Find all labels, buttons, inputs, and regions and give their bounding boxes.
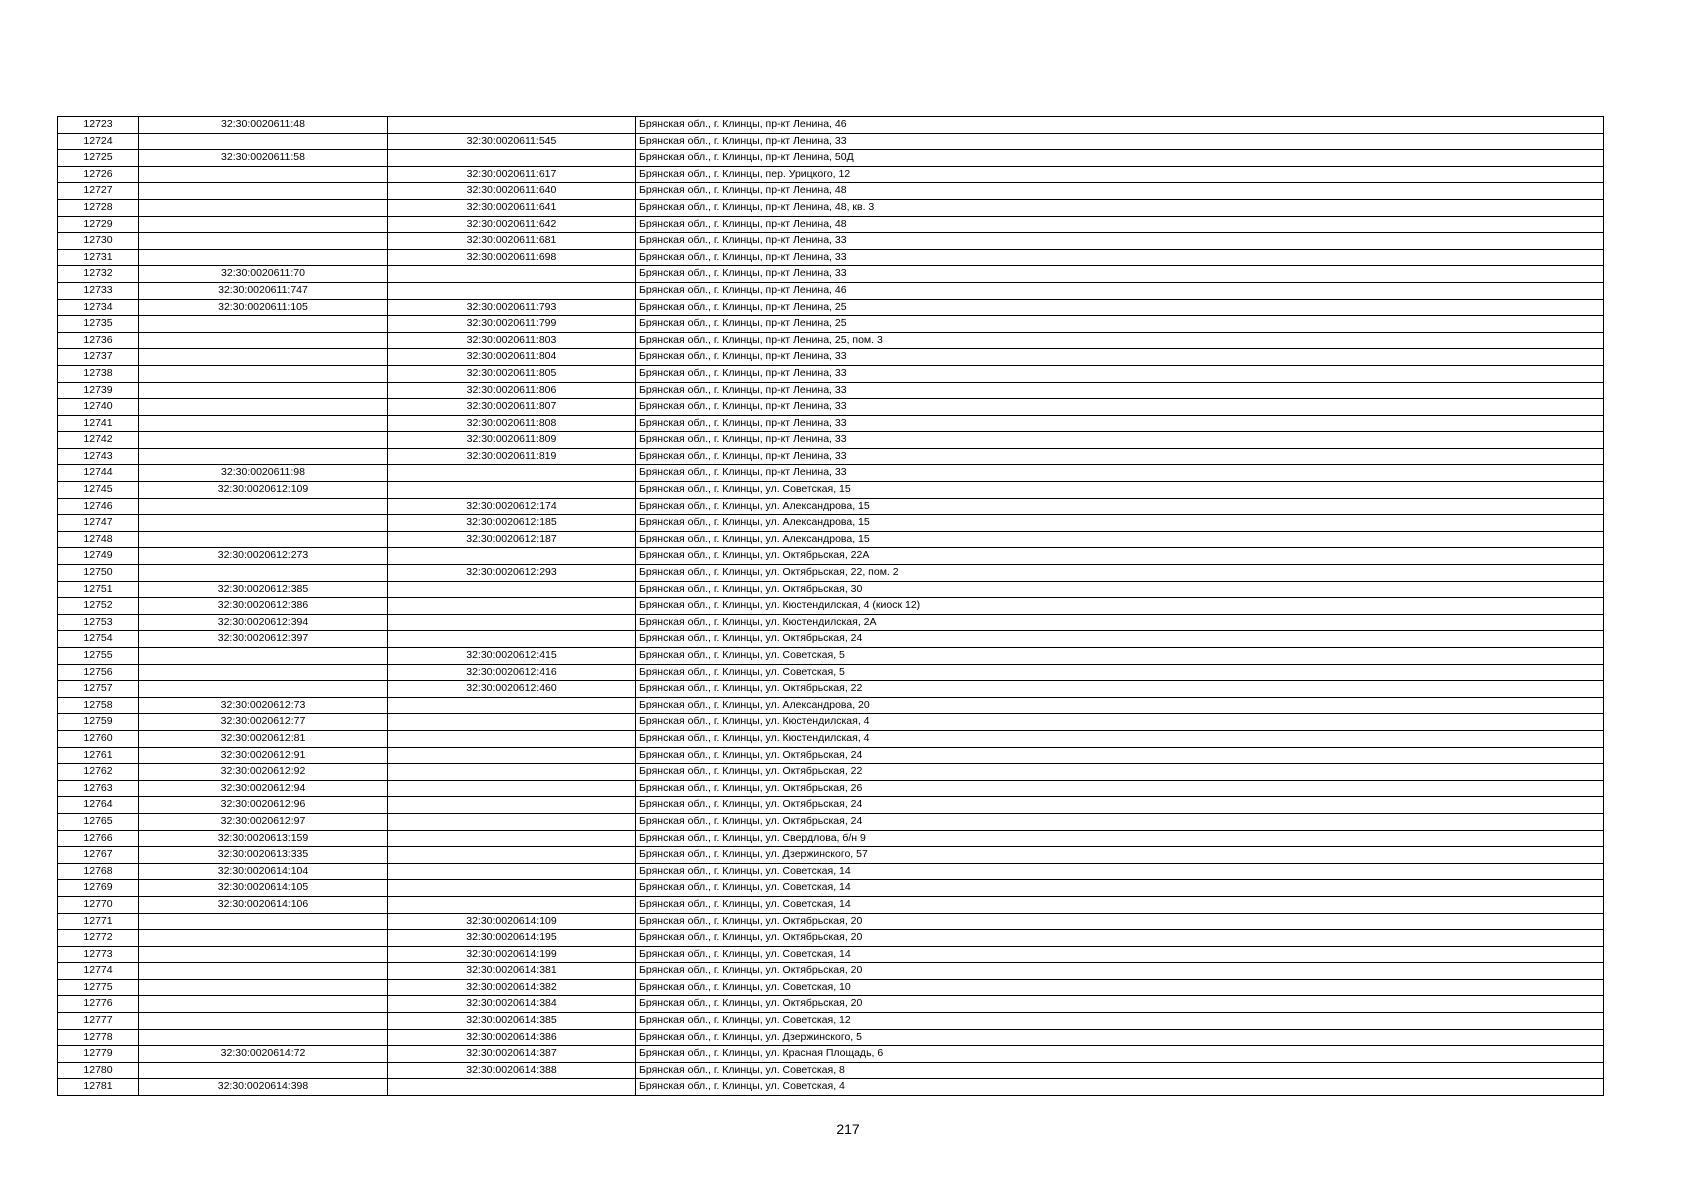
- object-number-cell: [388, 598, 636, 615]
- object-number-cell: 32:30:0020614:195: [388, 930, 636, 947]
- object-number-cell: 32:30:0020611:807: [388, 399, 636, 416]
- table-row: [58, 166, 1604, 183]
- object-number-cell: [388, 780, 636, 797]
- address-cell: Брянская обл., г. Клинцы, пр-кт Ленина, 50Д: [636, 150, 1604, 167]
- address-cell: Брянская обл., г. Клинцы, ул. Октябрьская, 24: [636, 797, 1604, 814]
- address-cell: Брянская обл., г. Клинцы, ул. Александрова, 15: [636, 498, 1604, 515]
- address-cell: Брянская обл., г. Клинцы, ул. Александрова, 20: [636, 697, 1604, 714]
- table-row: [58, 133, 1604, 150]
- table-row: [58, 797, 1604, 814]
- cadastral-number-cell: 32:30:0020611:70: [139, 266, 388, 283]
- cadastral-number-cell: 32:30:0020611:48: [139, 117, 388, 134]
- object-number-cell: [388, 764, 636, 781]
- table-row: [58, 614, 1604, 631]
- cadastral-number-cell: [139, 183, 388, 200]
- object-number-cell: 32:30:0020611:681: [388, 233, 636, 250]
- address-cell: Брянская обл., г. Клинцы, пр-кт Ленина, 46: [636, 282, 1604, 299]
- address-cell: Брянская обл., г. Клинцы, пр-кт Ленина, 33: [636, 233, 1604, 250]
- cadastral-number-cell: 32:30:0020612:92: [139, 764, 388, 781]
- row-number-cell: 12742: [58, 432, 139, 449]
- address-cell: Брянская обл., г. Клинцы, пер. Урицкого, 12: [636, 166, 1604, 183]
- row-number-cell: 12738: [58, 365, 139, 382]
- table-row: [58, 747, 1604, 764]
- address-cell: Брянская обл., г. Клинцы, ул. Советская, 10: [636, 979, 1604, 996]
- table-row: [58, 1029, 1604, 1046]
- table-row: [58, 1079, 1604, 1096]
- object-number-cell: [388, 863, 636, 880]
- object-number-cell: 32:30:0020612:293: [388, 565, 636, 582]
- address-cell: Брянская обл., г. Клинцы, пр-кт Ленина, 48, кв. 3: [636, 199, 1604, 216]
- address-cell: Брянская обл., г. Клинцы, ул. Кюстендилская, 4: [636, 730, 1604, 747]
- cadastral-number-cell: 32:30:0020612:81: [139, 730, 388, 747]
- table-row: [58, 631, 1604, 648]
- address-cell: Брянская обл., г. Клинцы, пр-кт Ленина, 25: [636, 299, 1604, 316]
- address-cell: Брянская обл., г. Клинцы, ул. Советская, 15: [636, 482, 1604, 499]
- address-cell: Брянская обл., г. Клинцы, ул. Октябрьская, 24: [636, 813, 1604, 830]
- cadastral-number-cell: 32:30:0020612:73: [139, 697, 388, 714]
- object-number-cell: 32:30:0020611:640: [388, 183, 636, 200]
- table-row: [58, 648, 1604, 665]
- address-cell: Брянская обл., г. Клинцы, ул. Советская, 14: [636, 896, 1604, 913]
- row-number-cell: 12757: [58, 681, 139, 698]
- cadastral-number-cell: [139, 531, 388, 548]
- cadastral-number-cell: 32:30:0020612:385: [139, 581, 388, 598]
- cadastral-number-cell: 32:30:0020612:273: [139, 548, 388, 565]
- address-cell: Брянская обл., г. Клинцы, ул. Александрова, 15: [636, 515, 1604, 532]
- table-row: [58, 847, 1604, 864]
- row-number-cell: 12754: [58, 631, 139, 648]
- cadastral-number-cell: [139, 565, 388, 582]
- table-row: [58, 233, 1604, 250]
- cadastral-number-cell: [139, 382, 388, 399]
- object-number-cell: [388, 117, 636, 134]
- row-number-cell: 12751: [58, 581, 139, 598]
- address-cell: Брянская обл., г. Клинцы, ул. Октябрьская, 22А: [636, 548, 1604, 565]
- address-cell: Брянская обл., г. Клинцы, пр-кт Ленина, 33: [636, 382, 1604, 399]
- row-number-cell: 12769: [58, 880, 139, 897]
- row-number-cell: 12774: [58, 963, 139, 980]
- row-number-cell: 12773: [58, 946, 139, 963]
- table-row: [58, 482, 1604, 499]
- row-number-cell: 12730: [58, 233, 139, 250]
- object-number-cell: 32:30:0020611:819: [388, 448, 636, 465]
- cadastral-number-cell: [139, 365, 388, 382]
- object-number-cell: 32:30:0020611:806: [388, 382, 636, 399]
- table-row: [58, 697, 1604, 714]
- cadastral-number-cell: [139, 399, 388, 416]
- object-number-cell: 32:30:0020611:793: [388, 299, 636, 316]
- address-cell: Брянская обл., г. Клинцы, ул. Советская, 14: [636, 863, 1604, 880]
- cadastral-number-cell: [139, 996, 388, 1013]
- object-number-cell: [388, 896, 636, 913]
- object-number-cell: 32:30:0020611:805: [388, 365, 636, 382]
- table-body: [58, 117, 1604, 1096]
- table-row: [58, 249, 1604, 266]
- table-row: [58, 764, 1604, 781]
- table-row: [58, 266, 1604, 283]
- cadastral-number-cell: [139, 166, 388, 183]
- cadastral-number-cell: 32:30:0020614:106: [139, 896, 388, 913]
- row-number-cell: 12780: [58, 1062, 139, 1079]
- object-number-cell: 32:30:0020611:545: [388, 133, 636, 150]
- row-number-cell: 12767: [58, 847, 139, 864]
- table-row: [58, 880, 1604, 897]
- address-cell: Брянская обл., г. Клинцы, ул. Кюстендилская, 2А: [636, 614, 1604, 631]
- table-row: [58, 963, 1604, 980]
- row-number-cell: 12732: [58, 266, 139, 283]
- table-row: [58, 448, 1604, 465]
- address-cell: Брянская обл., г. Клинцы, ул. Александрова, 15: [636, 531, 1604, 548]
- table-row: [58, 332, 1604, 349]
- table-row: [58, 199, 1604, 216]
- table-row: [58, 913, 1604, 930]
- object-number-cell: 32:30:0020612:174: [388, 498, 636, 515]
- row-number-cell: 12771: [58, 913, 139, 930]
- object-number-cell: [388, 797, 636, 814]
- row-number-cell: 12725: [58, 150, 139, 167]
- cadastral-number-cell: 32:30:0020614:398: [139, 1079, 388, 1096]
- cadastral-number-cell: 32:30:0020613:335: [139, 847, 388, 864]
- table-row: [58, 399, 1604, 416]
- table-row: [58, 282, 1604, 299]
- table-row: [58, 316, 1604, 333]
- row-number-cell: 12756: [58, 664, 139, 681]
- cadastral-number-cell: [139, 963, 388, 980]
- table-row: [58, 780, 1604, 797]
- cadastral-number-cell: [139, 332, 388, 349]
- row-number-cell: 12744: [58, 465, 139, 482]
- address-cell: Брянская обл., г. Клинцы, пр-кт Ленина, 33: [636, 365, 1604, 382]
- cadastral-number-cell: [139, 1029, 388, 1046]
- address-cell: Брянская обл., г. Клинцы, ул. Октябрьская, 26: [636, 780, 1604, 797]
- cadastral-number-cell: 32:30:0020614:105: [139, 880, 388, 897]
- table-row: [58, 349, 1604, 366]
- object-number-cell: 32:30:0020611:698: [388, 249, 636, 266]
- object-number-cell: 32:30:0020614:388: [388, 1062, 636, 1079]
- object-number-cell: 32:30:0020614:385: [388, 1013, 636, 1030]
- object-number-cell: 32:30:0020612:187: [388, 531, 636, 548]
- address-cell: Брянская обл., г. Клинцы, ул. Октябрьская, 24: [636, 747, 1604, 764]
- address-cell: Брянская обл., г. Клинцы, пр-кт Ленина, 46: [636, 117, 1604, 134]
- object-number-cell: [388, 697, 636, 714]
- address-cell: Брянская обл., г. Клинцы, ул. Красная Площадь, 6: [636, 1046, 1604, 1063]
- table-row: [58, 730, 1604, 747]
- table-row: [58, 365, 1604, 382]
- row-number-cell: 12749: [58, 548, 139, 565]
- row-number-cell: 12734: [58, 299, 139, 316]
- row-number-cell: 12748: [58, 531, 139, 548]
- object-number-cell: 32:30:0020611:642: [388, 216, 636, 233]
- row-number-cell: 12731: [58, 249, 139, 266]
- row-number-cell: 12761: [58, 747, 139, 764]
- address-cell: Брянская обл., г. Клинцы, ул. Свердлова, б/н 9: [636, 830, 1604, 847]
- row-number-cell: 12753: [58, 614, 139, 631]
- table-row: [58, 183, 1604, 200]
- cadastral-number-cell: 32:30:0020612:77: [139, 714, 388, 731]
- row-number-cell: 12740: [58, 399, 139, 416]
- cadastral-number-cell: [139, 913, 388, 930]
- object-number-cell: 32:30:0020611:641: [388, 199, 636, 216]
- table-row: [58, 681, 1604, 698]
- cadastral-number-cell: [139, 515, 388, 532]
- object-number-cell: 32:30:0020611:804: [388, 349, 636, 366]
- table-row: [58, 150, 1604, 167]
- object-number-cell: 32:30:0020611:803: [388, 332, 636, 349]
- row-number-cell: 12758: [58, 697, 139, 714]
- cadastral-number-cell: 32:30:0020614:72: [139, 1046, 388, 1063]
- row-number-cell: 12762: [58, 764, 139, 781]
- table-row: [58, 565, 1604, 582]
- object-number-cell: 32:30:0020614:387: [388, 1046, 636, 1063]
- row-number-cell: 12778: [58, 1029, 139, 1046]
- address-cell: Брянская обл., г. Клинцы, пр-кт Ленина, 25: [636, 316, 1604, 333]
- row-number-cell: 12765: [58, 813, 139, 830]
- cadastral-number-cell: 32:30:0020612:394: [139, 614, 388, 631]
- address-cell: Брянская обл., г. Клинцы, пр-кт Ленина, 33: [636, 399, 1604, 416]
- object-number-cell: [388, 847, 636, 864]
- cadastral-number-cell: 32:30:0020612:91: [139, 747, 388, 764]
- row-number-cell: 12766: [58, 830, 139, 847]
- cadastral-number-cell: 32:30:0020614:104: [139, 863, 388, 880]
- row-number-cell: 12747: [58, 515, 139, 532]
- row-number-cell: 12746: [58, 498, 139, 515]
- address-cell: Брянская обл., г. Клинцы, пр-кт Ленина, 33: [636, 349, 1604, 366]
- address-cell: Брянская обл., г. Клинцы, ул. Октябрьская, 20: [636, 930, 1604, 947]
- row-number-cell: 12750: [58, 565, 139, 582]
- address-cell: Брянская обл., г. Клинцы, ул. Советская, 12: [636, 1013, 1604, 1030]
- object-number-cell: 32:30:0020614:109: [388, 913, 636, 930]
- cadastral-table: [57, 116, 1604, 1096]
- row-number-cell: 12779: [58, 1046, 139, 1063]
- table-row: [58, 664, 1604, 681]
- address-cell: Брянская обл., г. Клинцы, ул. Октябрьская, 22: [636, 764, 1604, 781]
- object-number-cell: 32:30:0020612:416: [388, 664, 636, 681]
- row-number-cell: 12745: [58, 482, 139, 499]
- row-number-cell: 12739: [58, 382, 139, 399]
- cadastral-number-cell: [139, 448, 388, 465]
- table-row: [58, 996, 1604, 1013]
- object-number-cell: [388, 614, 636, 631]
- address-cell: Брянская обл., г. Клинцы, пр-кт Ленина, 33: [636, 465, 1604, 482]
- row-number-cell: 12777: [58, 1013, 139, 1030]
- row-number-cell: 12724: [58, 133, 139, 150]
- address-cell: Брянская обл., г. Клинцы, ул. Октябрьская, 20: [636, 963, 1604, 980]
- object-number-cell: [388, 1079, 636, 1096]
- row-number-cell: 12752: [58, 598, 139, 615]
- cadastral-number-cell: [139, 1013, 388, 1030]
- address-cell: Брянская обл., г. Клинцы, пр-кт Ленина, 33: [636, 415, 1604, 432]
- address-cell: Брянская обл., г. Клинцы, пр-кт Ленина, 25, пом. 3: [636, 332, 1604, 349]
- object-number-cell: [388, 266, 636, 283]
- table-row: [58, 432, 1604, 449]
- table-row: [58, 979, 1604, 996]
- cadastral-number-cell: 32:30:0020612:94: [139, 780, 388, 797]
- cadastral-number-cell: 32:30:0020613:159: [139, 830, 388, 847]
- address-cell: Брянская обл., г. Клинцы, ул. Кюстендилская, 4 (киоск 12): [636, 598, 1604, 615]
- address-cell: Брянская обл., г. Клинцы, ул. Октябрьская, 30: [636, 581, 1604, 598]
- address-cell: Брянская обл., г. Клинцы, пр-кт Ленина, 33: [636, 432, 1604, 449]
- row-number-cell: 12735: [58, 316, 139, 333]
- object-number-cell: [388, 465, 636, 482]
- row-number-cell: 12743: [58, 448, 139, 465]
- object-number-cell: [388, 830, 636, 847]
- object-number-cell: 32:30:0020614:199: [388, 946, 636, 963]
- address-cell: Брянская обл., г. Клинцы, ул. Октябрьская, 20: [636, 913, 1604, 930]
- row-number-cell: 12736: [58, 332, 139, 349]
- row-number-cell: 12760: [58, 730, 139, 747]
- address-cell: Брянская обл., г. Клинцы, ул. Советская, 5: [636, 664, 1604, 681]
- cadastral-number-cell: 32:30:0020612:97: [139, 813, 388, 830]
- cadastral-number-cell: [139, 216, 388, 233]
- table-row: [58, 714, 1604, 731]
- object-number-cell: 32:30:0020614:382: [388, 979, 636, 996]
- address-cell: Брянская обл., г. Клинцы, ул. Октябрьская, 24: [636, 631, 1604, 648]
- cadastral-number-cell: [139, 664, 388, 681]
- table-row: [58, 415, 1604, 432]
- object-number-cell: 32:30:0020611:617: [388, 166, 636, 183]
- table-row: [58, 863, 1604, 880]
- object-number-cell: [388, 482, 636, 499]
- table-row: [58, 830, 1604, 847]
- cadastral-number-cell: [139, 946, 388, 963]
- object-number-cell: 32:30:0020611:799: [388, 316, 636, 333]
- row-number-cell: 12737: [58, 349, 139, 366]
- table-row: [58, 1013, 1604, 1030]
- cadastral-number-cell: [139, 349, 388, 366]
- table-row: [58, 216, 1604, 233]
- object-number-cell: [388, 282, 636, 299]
- address-cell: Брянская обл., г. Клинцы, пр-кт Ленина, 33: [636, 249, 1604, 266]
- object-number-cell: 32:30:0020614:386: [388, 1029, 636, 1046]
- table-row: [58, 1046, 1604, 1063]
- address-cell: Брянская обл., г. Клинцы, пр-кт Ленина, 33: [636, 266, 1604, 283]
- row-number-cell: 12768: [58, 863, 139, 880]
- table-row: [58, 813, 1604, 830]
- row-number-cell: 12764: [58, 797, 139, 814]
- row-number-cell: 12772: [58, 930, 139, 947]
- object-number-cell: 32:30:0020611:809: [388, 432, 636, 449]
- table-row: [58, 117, 1604, 134]
- cadastral-number-cell: [139, 498, 388, 515]
- address-cell: Брянская обл., г. Клинцы, ул. Советская, 5: [636, 648, 1604, 665]
- row-number-cell: 12727: [58, 183, 139, 200]
- row-number-cell: 12733: [58, 282, 139, 299]
- object-number-cell: [388, 813, 636, 830]
- page-number: 217: [836, 1121, 860, 1137]
- cadastral-number-cell: [139, 249, 388, 266]
- table-row: [58, 548, 1604, 565]
- table-row: [58, 498, 1604, 515]
- table-row: [58, 465, 1604, 482]
- object-number-cell: [388, 714, 636, 731]
- cadastral-number-cell: [139, 133, 388, 150]
- address-cell: Брянская обл., г. Клинцы, ул. Советская, 8: [636, 1062, 1604, 1079]
- object-number-cell: [388, 581, 636, 598]
- address-cell: Брянская обл., г. Клинцы, ул. Кюстендилская, 4: [636, 714, 1604, 731]
- address-cell: Брянская обл., г. Клинцы, пр-кт Ленина, 33: [636, 133, 1604, 150]
- table-row: [58, 382, 1604, 399]
- cadastral-number-cell: [139, 233, 388, 250]
- address-cell: Брянская обл., г. Клинцы, ул. Октябрьская, 22, пом. 2: [636, 565, 1604, 582]
- object-number-cell: 32:30:0020614:384: [388, 996, 636, 1013]
- cadastral-number-cell: [139, 432, 388, 449]
- row-number-cell: 12781: [58, 1079, 139, 1096]
- row-number-cell: 12726: [58, 166, 139, 183]
- row-number-cell: 12759: [58, 714, 139, 731]
- table-row: [58, 946, 1604, 963]
- cadastral-number-cell: [139, 1062, 388, 1079]
- object-number-cell: 32:30:0020611:808: [388, 415, 636, 432]
- cadastral-number-cell: 32:30:0020612:397: [139, 631, 388, 648]
- cadastral-number-cell: [139, 199, 388, 216]
- address-cell: Брянская обл., г. Клинцы, ул. Дзержинского, 57: [636, 847, 1604, 864]
- address-cell: Брянская обл., г. Клинцы, пр-кт Ленина, 33: [636, 448, 1604, 465]
- table-row: [58, 515, 1604, 532]
- table-row: [58, 299, 1604, 316]
- table-row: [58, 930, 1604, 947]
- object-number-cell: [388, 150, 636, 167]
- object-number-cell: [388, 880, 636, 897]
- cadastral-number-cell: [139, 979, 388, 996]
- object-number-cell: 32:30:0020612:460: [388, 681, 636, 698]
- cadastral-number-cell: [139, 681, 388, 698]
- object-number-cell: [388, 548, 636, 565]
- object-number-cell: [388, 747, 636, 764]
- row-number-cell: 12723: [58, 117, 139, 134]
- address-cell: Брянская обл., г. Клинцы, ул. Советская, 14: [636, 880, 1604, 897]
- row-number-cell: 12763: [58, 780, 139, 797]
- row-number-cell: 12728: [58, 199, 139, 216]
- cadastral-number-cell: 32:30:0020611:747: [139, 282, 388, 299]
- cadastral-number-cell: 32:30:0020612:96: [139, 797, 388, 814]
- cadastral-number-cell: [139, 415, 388, 432]
- row-number-cell: 12776: [58, 996, 139, 1013]
- row-number-cell: 12729: [58, 216, 139, 233]
- object-number-cell: 32:30:0020612:185: [388, 515, 636, 532]
- address-cell: Брянская обл., г. Клинцы, ул. Советская, 4: [636, 1079, 1604, 1096]
- table-row: [58, 531, 1604, 548]
- cadastral-number-cell: 32:30:0020612:109: [139, 482, 388, 499]
- address-cell: Брянская обл., г. Клинцы, ул. Советская, 14: [636, 946, 1604, 963]
- table-row: [58, 896, 1604, 913]
- table-row: [58, 581, 1604, 598]
- address-cell: Брянская обл., г. Клинцы, пр-кт Ленина, 48: [636, 183, 1604, 200]
- row-number-cell: 12755: [58, 648, 139, 665]
- object-number-cell: [388, 631, 636, 648]
- table-row: [58, 598, 1604, 615]
- address-cell: Брянская обл., г. Клинцы, пр-кт Ленина, 48: [636, 216, 1604, 233]
- row-number-cell: 12770: [58, 896, 139, 913]
- cadastral-number-cell: [139, 316, 388, 333]
- object-number-cell: [388, 730, 636, 747]
- row-number-cell: 12741: [58, 415, 139, 432]
- object-number-cell: 32:30:0020612:415: [388, 648, 636, 665]
- cadastral-number-cell: 32:30:0020612:386: [139, 598, 388, 615]
- address-cell: Брянская обл., г. Клинцы, ул. Октябрьская, 20: [636, 996, 1604, 1013]
- row-number-cell: 12775: [58, 979, 139, 996]
- object-number-cell: 32:30:0020614:381: [388, 963, 636, 980]
- cadastral-number-cell: [139, 648, 388, 665]
- cadastral-number-cell: 32:30:0020611:105: [139, 299, 388, 316]
- cadastral-number-cell: [139, 930, 388, 947]
- cadastral-number-cell: 32:30:0020611:98: [139, 465, 388, 482]
- table-row: [58, 1062, 1604, 1079]
- address-cell: Брянская обл., г. Клинцы, ул. Октябрьская, 22: [636, 681, 1604, 698]
- cadastral-number-cell: 32:30:0020611:58: [139, 150, 388, 167]
- address-cell: Брянская обл., г. Клинцы, ул. Дзержинского, 5: [636, 1029, 1604, 1046]
